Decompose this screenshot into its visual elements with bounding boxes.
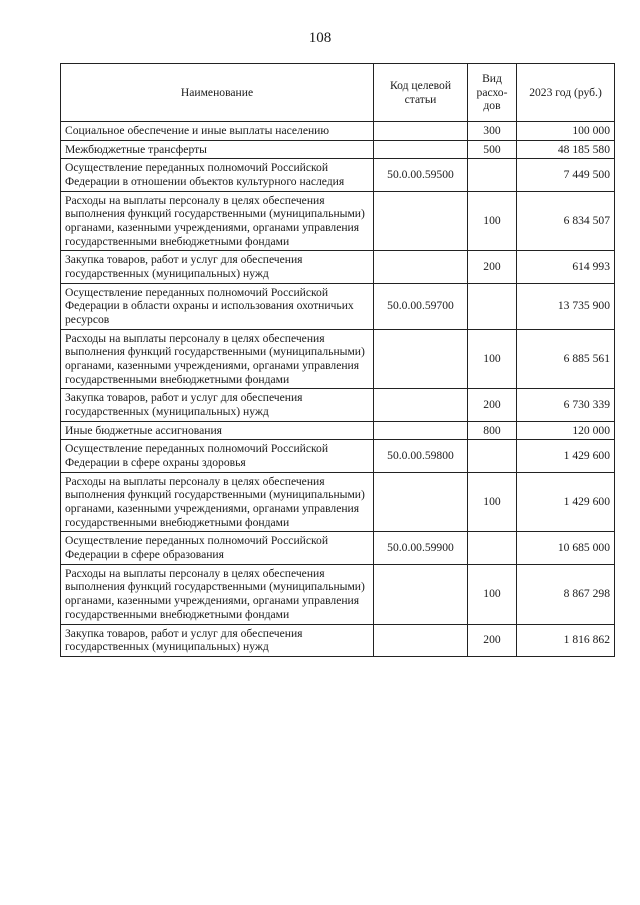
row-type: 100 [468, 329, 517, 389]
table-row [61, 472, 615, 532]
header-amount: 2023 год (руб.) [517, 64, 615, 122]
row-type: 200 [468, 624, 517, 656]
row-name: Межбюджетные трансферты [61, 140, 374, 159]
row-amount: 8 867 298 [517, 564, 615, 624]
row-code: 50.0.00.59800 [374, 440, 468, 472]
row-name: Закупка товаров, работ и услуг для обеспечения государственных (муниципальных) нужд [61, 624, 374, 656]
header-row [61, 64, 615, 122]
row-name: Осуществление переданных полномочий Российской Федерации в отношении объектов культурного наследия [61, 159, 374, 191]
row-code [374, 329, 468, 389]
table-row [61, 389, 615, 421]
table-row [61, 421, 615, 440]
table-row [61, 191, 615, 251]
row-amount: 1 429 600 [517, 472, 615, 532]
row-amount: 6 885 561 [517, 329, 615, 389]
row-code [374, 564, 468, 624]
row-code [374, 624, 468, 656]
row-type: 800 [468, 421, 517, 440]
row-amount: 48 185 580 [517, 140, 615, 159]
row-type [468, 283, 517, 329]
table-row [61, 140, 615, 159]
row-type: 100 [468, 191, 517, 251]
row-type [468, 440, 517, 472]
row-name: Закупка товаров, работ и услуг для обеспечения государственных (муниципальных) нужд [61, 389, 374, 421]
row-type: 100 [468, 472, 517, 532]
row-code [374, 191, 468, 251]
row-name: Осуществление переданных полномочий Российской Федерации в сфере образования [61, 532, 374, 564]
row-name: Осуществление переданных полномочий Российской Федерации в сфере охраны здоровья [61, 440, 374, 472]
row-code [374, 122, 468, 141]
row-type: 300 [468, 122, 517, 141]
row-type: 200 [468, 389, 517, 421]
row-amount: 120 000 [517, 421, 615, 440]
row-amount: 10 685 000 [517, 532, 615, 564]
table-row [61, 329, 615, 389]
row-amount: 7 449 500 [517, 159, 615, 191]
row-name: Закупка товаров, работ и услуг для обеспечения государственных (муниципальных) нужд [61, 251, 374, 283]
row-name: Иные бюджетные ассигнования [61, 421, 374, 440]
row-name: Осуществление переданных полномочий Российской Федерации в области охраны и использования охотничьих ресурсов [61, 283, 374, 329]
row-name: Расходы на выплаты персоналу в целях обеспечения выполнения функций государственными (муниципальными) органами, казенными учреждениями, органами управления государственными внебюджетными фондами [61, 191, 374, 251]
row-amount: 1 429 600 [517, 440, 615, 472]
table-row [61, 122, 615, 141]
row-amount: 13 735 900 [517, 283, 615, 329]
row-code: 50.0.00.59700 [374, 283, 468, 329]
table-row [61, 624, 615, 656]
table-row [61, 532, 615, 564]
row-name: Расходы на выплаты персоналу в целях обеспечения выполнения функций государственными (муниципальными) органами, казенными учреждениями, органами управления государственными внебюджетными фондами [61, 472, 374, 532]
row-amount: 100 000 [517, 122, 615, 141]
row-amount: 6 730 339 [517, 389, 615, 421]
row-type: 500 [468, 140, 517, 159]
row-amount: 1 816 862 [517, 624, 615, 656]
header-code: Код целевой статьи [374, 64, 468, 122]
header-type: Вид расхо-дов [468, 64, 517, 122]
row-code [374, 251, 468, 283]
row-amount: 6 834 507 [517, 191, 615, 251]
header-name: Наименование [61, 64, 374, 122]
table-row [61, 159, 615, 191]
row-type: 200 [468, 251, 517, 283]
row-type [468, 159, 517, 191]
row-code [374, 389, 468, 421]
table-row [61, 440, 615, 472]
table-row [61, 564, 615, 624]
row-name: Расходы на выплаты персоналу в целях обеспечения выполнения функций государственными (муниципальными) органами, казенными учреждениями, органами управления государственными внебюджетными фондами [61, 329, 374, 389]
row-code [374, 472, 468, 532]
row-name: Социальное обеспечение и иные выплаты населению [61, 122, 374, 141]
budget-table [60, 63, 615, 657]
row-code [374, 140, 468, 159]
row-code: 50.0.00.59900 [374, 532, 468, 564]
row-code [374, 421, 468, 440]
table-row [61, 251, 615, 283]
row-name: Расходы на выплаты персоналу в целях обеспечения выполнения функций государственными (муниципальными) органами, казенными учреждениями, органами управления государственными внебюджетными фондами [61, 564, 374, 624]
table-row [61, 283, 615, 329]
row-code: 50.0.00.59500 [374, 159, 468, 191]
row-type [468, 532, 517, 564]
row-type: 100 [468, 564, 517, 624]
row-amount: 614 993 [517, 251, 615, 283]
page-number: 108 [308, 30, 332, 46]
